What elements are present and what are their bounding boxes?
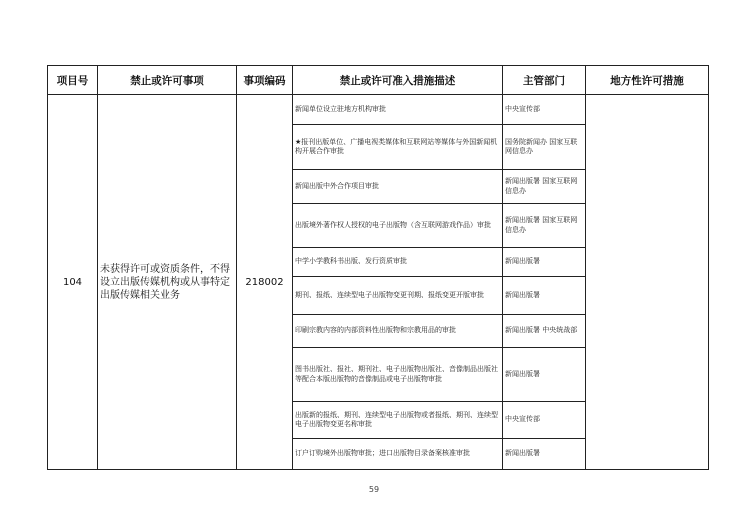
dept-cell: 新闻出版署 国家互联网信息办: [503, 204, 586, 248]
dept-cell: 中央宣传部: [503, 402, 586, 439]
dept-cell: 新闻出版署: [503, 277, 586, 315]
header-dept: 主管部门: [503, 66, 586, 95]
header-local: 地方性许可措施: [586, 66, 709, 95]
table-row: [48, 95, 709, 125]
item-number: 104: [48, 95, 98, 470]
header-code: 事项编码: [237, 66, 293, 95]
header-item-no: 项目号: [48, 66, 98, 95]
measure-cell: ★报刊出版单位、广播电视类媒体和互联网站等媒体与外国新闻机构开展合作审批: [293, 125, 503, 170]
dept-cell: 新闻出版署: [503, 348, 586, 402]
header-item: 禁止或许可事项: [98, 66, 237, 95]
dept-cell: 国务院新闻办 国家互联网信息办: [503, 125, 586, 170]
measure-cell: 新闻单位设立驻地方机构审批: [293, 95, 503, 125]
measure-cell: 新闻出版中外合作项目审批: [293, 170, 503, 204]
measure-cell: 出版新的报纸、期刊、连续型电子出版物或者报纸、期刊、连续型电子出版物变更名称审批: [293, 402, 503, 439]
item-code: 218002: [237, 95, 293, 470]
measure-cell: 出版境外著作权人授权的电子出版物（含互联网游戏作品）审批: [293, 204, 503, 248]
measure-cell: 印刷宗教内容的内部资料性出版物和宗教用品的审批: [293, 315, 503, 348]
measure-cell: 中学小学教科书出版、发行资质审批: [293, 248, 503, 277]
measure-cell: 图书出版社、报社、期刊社、电子出版物出版社、音像制品出版社等配合本版出版物的音像制品或电子出版物审批: [293, 348, 503, 402]
page-number: 59: [368, 485, 380, 494]
measure-cell: 期刊、报纸、连续型电子出版物变更刊期、报纸变更开版审批: [293, 277, 503, 315]
dept-cell: 新闻出版署: [503, 248, 586, 277]
local-measure-cell: [586, 95, 709, 470]
dept-cell: 新闻出版署: [503, 439, 586, 470]
dept-cell: 中央宣传部: [503, 95, 586, 125]
measure-cell: 订户订购境外出版物审批；进口出版物目录备案核准审批: [293, 439, 503, 470]
header-row: [48, 66, 709, 95]
header-measure: 禁止或许可准入措施描述: [293, 66, 503, 95]
permit-table: [47, 65, 709, 470]
dept-cell: 新闻出版署 国家互联网信息办: [503, 170, 586, 204]
dept-cell: 新闻出版署 中央统战部: [503, 315, 586, 348]
item-description: 未获得许可或资质条件，不得设立出版传媒机构或从事特定出版传媒相关业务: [98, 95, 237, 470]
